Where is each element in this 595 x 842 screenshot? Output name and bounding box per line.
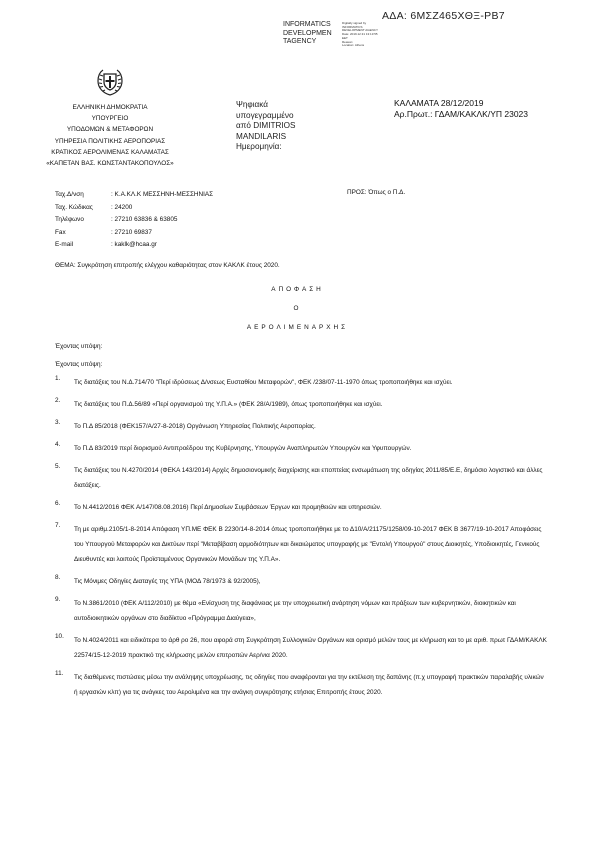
contact-value-email[interactable]: : kaklk@hcaa.gr (111, 241, 157, 248)
item-text: Τις διατάξεις του Ν.Δ.714/70 "Περί ιδρύσεως Δ/νσεως Ευσταθίου Μεταφορών", ΦΕΚ /238/07-11-1970 όπως τροποποιήθηκε και ισχύει. (74, 379, 453, 386)
contact-row (55, 189, 213, 202)
item-number: 1. (55, 375, 61, 382)
item-number: 9. (55, 596, 61, 603)
contact-row (55, 239, 213, 252)
signature-big-line: TAGENCY (283, 38, 317, 45)
place-date: ΚΑΛΑΜΑΤΑ 28/12/2019 (394, 98, 484, 108)
list-item (55, 397, 547, 412)
informatics-signature-block (283, 21, 378, 48)
heading-apofasi: ΑΠΟΦΑΣΗ (271, 286, 324, 293)
signature-small-line: EET (342, 35, 348, 40)
considerations-list (55, 375, 547, 707)
header-line: «ΚΑΠΕΤΑΝ ΒΑΣ. ΚΩΝΣΤΑΝΤΑΚΟΠΟΥΛΟΣ» (46, 160, 174, 168)
subject-line: ΘΕΜΑ: Συγκρότηση επιτροπής ελέγχου καθαριότητας στον ΚΑΚΛΚ έτους 2020. (55, 262, 280, 269)
item-number: 2. (55, 397, 61, 404)
list-item (55, 441, 547, 456)
intro-text: Έχοντας υπόψη: (55, 361, 103, 368)
header-line: ΥΠΟΔΟΜΩΝ & ΜΕΤΑΦΟΡΩΝ (66, 126, 154, 134)
heading-aerolimenarxis: ΑΕΡΟΛΙΜΕΝΑΡΧΗΣ (246, 324, 349, 331)
contact-label: Ταχ.Δ/νση (55, 191, 84, 198)
item-number: 7. (55, 522, 61, 529)
contact-value: : 27210 69837 (111, 228, 152, 236)
digital-signature-line: υπογεγραμμένο (236, 110, 294, 120)
list-item (55, 419, 547, 434)
digital-signature-line: MANDILARIS (236, 131, 287, 141)
digital-signature-line: από DIMITRIOS (236, 121, 296, 131)
signature-big-line: DEVELOPMEN (283, 29, 332, 37)
item-text: Το Ν.3861/2010 (ΦΕΚ Α/112/2010) με θέμα «Ενίσχυση της διαφάνειας με την υποχρεωτική ανάρτηση νόμων και πράξεων των κυβερνητικών, διοικητικών και αυτοδιοικητικών οργάνων στο διαδίκτυο «Πρόγραμμα Διαύγεια», (74, 600, 516, 622)
contact-row (55, 227, 213, 240)
list-item (55, 522, 547, 567)
header-line: ΚΡΑΤΙΚΟΣ ΑΕΡΟΛΙΜΕΝΑΣ ΚΑΛΑΜΑΤΑΣ (51, 148, 169, 156)
list-item (55, 463, 547, 493)
list-item (55, 375, 547, 390)
signature-big-text (283, 21, 341, 48)
item-number: 5. (55, 463, 61, 470)
signature-small-line: Date: 2019.12.31 13:13:55 (342, 32, 378, 37)
coat-of-arms-icon (94, 66, 126, 98)
list-item (55, 670, 547, 700)
signature-small-line: INFORMATICS (342, 24, 363, 29)
digital-signature-line: Ημερομηνία: (236, 142, 282, 152)
header-line: ΕΛΛΗΝΙΚΗ ΔΗΜΟΚΡΑΤΙΑ (72, 104, 148, 111)
contact-label: Ταχ. Κώδικας (55, 203, 93, 211)
contact-details (55, 189, 213, 252)
contact-row (55, 202, 213, 215)
list-item (55, 596, 547, 626)
contact-value: : Κ.Α.ΚΛ.Κ ΜΕΣΣΗΝΗ-ΜΕΣΣΗΝΙΑΣ (111, 191, 214, 198)
signature-small-line: Reason: (342, 39, 354, 44)
item-text: Το Π.Δ 85/2018 (ΦΕΚ157/Α/27-8-2018) Οργάνωση Υπηρεσίας Πολιτικής Αεροπορίας. (74, 423, 316, 430)
item-text: Τις Μόνιμες Οδηγίες Διαταγές της ΥΠΑ (ΜΟΔ 78/1973 & 92/2005), (74, 578, 261, 585)
contact-label: Τηλέφωνο (55, 216, 84, 223)
intro-text: Έχοντας υπόψη: (55, 343, 103, 350)
list-item (55, 500, 547, 515)
signature-small-line: Location: Athens (342, 43, 365, 48)
digital-signature (236, 100, 296, 153)
place-date-block (394, 98, 528, 120)
list-item (55, 574, 547, 589)
item-text: Τις διατάξεις του Π.Δ.56/89 «Περί οργανισμού της Υ.Π.Α.» (ΦΕΚ 28/Α/1989), όπως τροποποιήθηκε και ισχύει. (74, 401, 383, 408)
contact-label: Fax (55, 228, 66, 236)
contact-value: : 27210 63836 & 63805 (111, 216, 178, 223)
item-text: Τις διαθέμενες πιστώσεις μέσω την ανάληψης υποχρέωσης, τις οδηγίες που αναφέρονται για την εκτέλεση της δαπάνης (π.χ υπογραφή πρακτικών παραλαβής υλικών ή εργασιών κλπ) για τις ανάγκες του Αερολιμένα και την ανάγκη συγκρότησης ετήσιας Επιτροπής έτους 2020. (74, 674, 544, 696)
item-text: Το Π.Δ 83/2019 περί διορισμού Αντιπροέδρου της Κυβέρνησης, Υπουργών Αναπληρωτών Υπουργών και Υφυπουργών. (74, 445, 412, 452)
ada-code: ΑΔΑ: 6ΜΣΖ465ΧΘΞ-ΡΒ7 (382, 10, 505, 22)
item-number: 10. (55, 633, 64, 640)
item-number: 6. (55, 500, 61, 507)
header-line: ΥΠΟΥΡΓΕΙΟ (91, 115, 129, 123)
protocol-number: Αρ.Πρωτ.: ΓΔΑΜ/ΚΑΚΛΚ/ΥΠ 23023 (394, 109, 529, 119)
digital-signature-line: Ψηφιακά (236, 100, 268, 109)
recipient: ΠΡΟΣ: Όπως ο Π.Δ. (347, 189, 406, 196)
item-number: 11. (55, 670, 64, 677)
item-text: Το Ν.4024/2011 και ειδικότερα το άρθ ρο 26, που αφορά στη Συγκρότηση Συλλογικών Οργάνων και ορισμό μελών τους με κλήρωση και το με αριθ. πρωτ ΓΔΑΜ/ΚΑΚΛΚ 22574/15-12-2019 πρακτικό της κλήρωσης μελών επιτροπών Αερ/νια 2020. (74, 637, 547, 659)
signature-big-line: INFORMATICS (283, 21, 331, 28)
heading-o: Ο (293, 305, 302, 312)
item-text: Τη με αριθμ.2105/1-8-2014 Απόφαση ΥΠ.ΜΕ ΦΕΚ Β 2230/14-8-2014 όπως τροποποιήθηκε με το Δ10/Α/21175/1258/09-10-2017 ΦΕΚ Β 3677/19-10-2017 Αποφάσεις του Υπουργού Μεταφορών και Δικτύων περί "Μεταβίβαση αρμοδιότητων και δικαιώματος υπογραφής με "Εντολή Υπουργού" στους Διοικητές, Υποδιοικητές, Γενικούς Διευθυντές και λοιπούς Προϊσταμένους Οργανικών Μονάδων της Υ.Π.Α». (74, 526, 542, 563)
contact-label: E-mail (55, 241, 74, 248)
item-number: 4. (55, 441, 61, 448)
item-text: Τις διατάξεις του Ν.4270/2014 (ΦΕΚΑ 143/2014) Αρχές δημοσιονομικής διαχείρισης και εποπτείας ενσωμάτωση της οδηγίας 2011/85/Ε.Ε, δημόσιο λογιστικό και άλλες διατάξεις. (74, 467, 543, 489)
item-number: 8. (55, 574, 61, 581)
contact-value: : 24200 (111, 203, 133, 211)
signature-small-line: DEVELOPMENT AGENCY (342, 28, 378, 33)
header-line: ΥΠΗΡΕΣΙΑ ΠΟΛΙΤΙΚΗΣ ΑΕΡΟΠΟΡΙΑΣ (54, 137, 166, 145)
contact-row (55, 214, 213, 227)
signature-small-text (342, 22, 378, 48)
ministry-header (42, 102, 178, 169)
item-text: Το Ν.4412/2016 ΦΕΚ Α/147/08.08.2016) Περί Δημοσίων Συμβάσεων Έργων και προμηθειών και υπηρεσιών. (74, 504, 382, 511)
signature-small-line: Digitally signed by (342, 21, 367, 25)
item-number: 3. (55, 419, 61, 426)
list-item (55, 633, 547, 663)
